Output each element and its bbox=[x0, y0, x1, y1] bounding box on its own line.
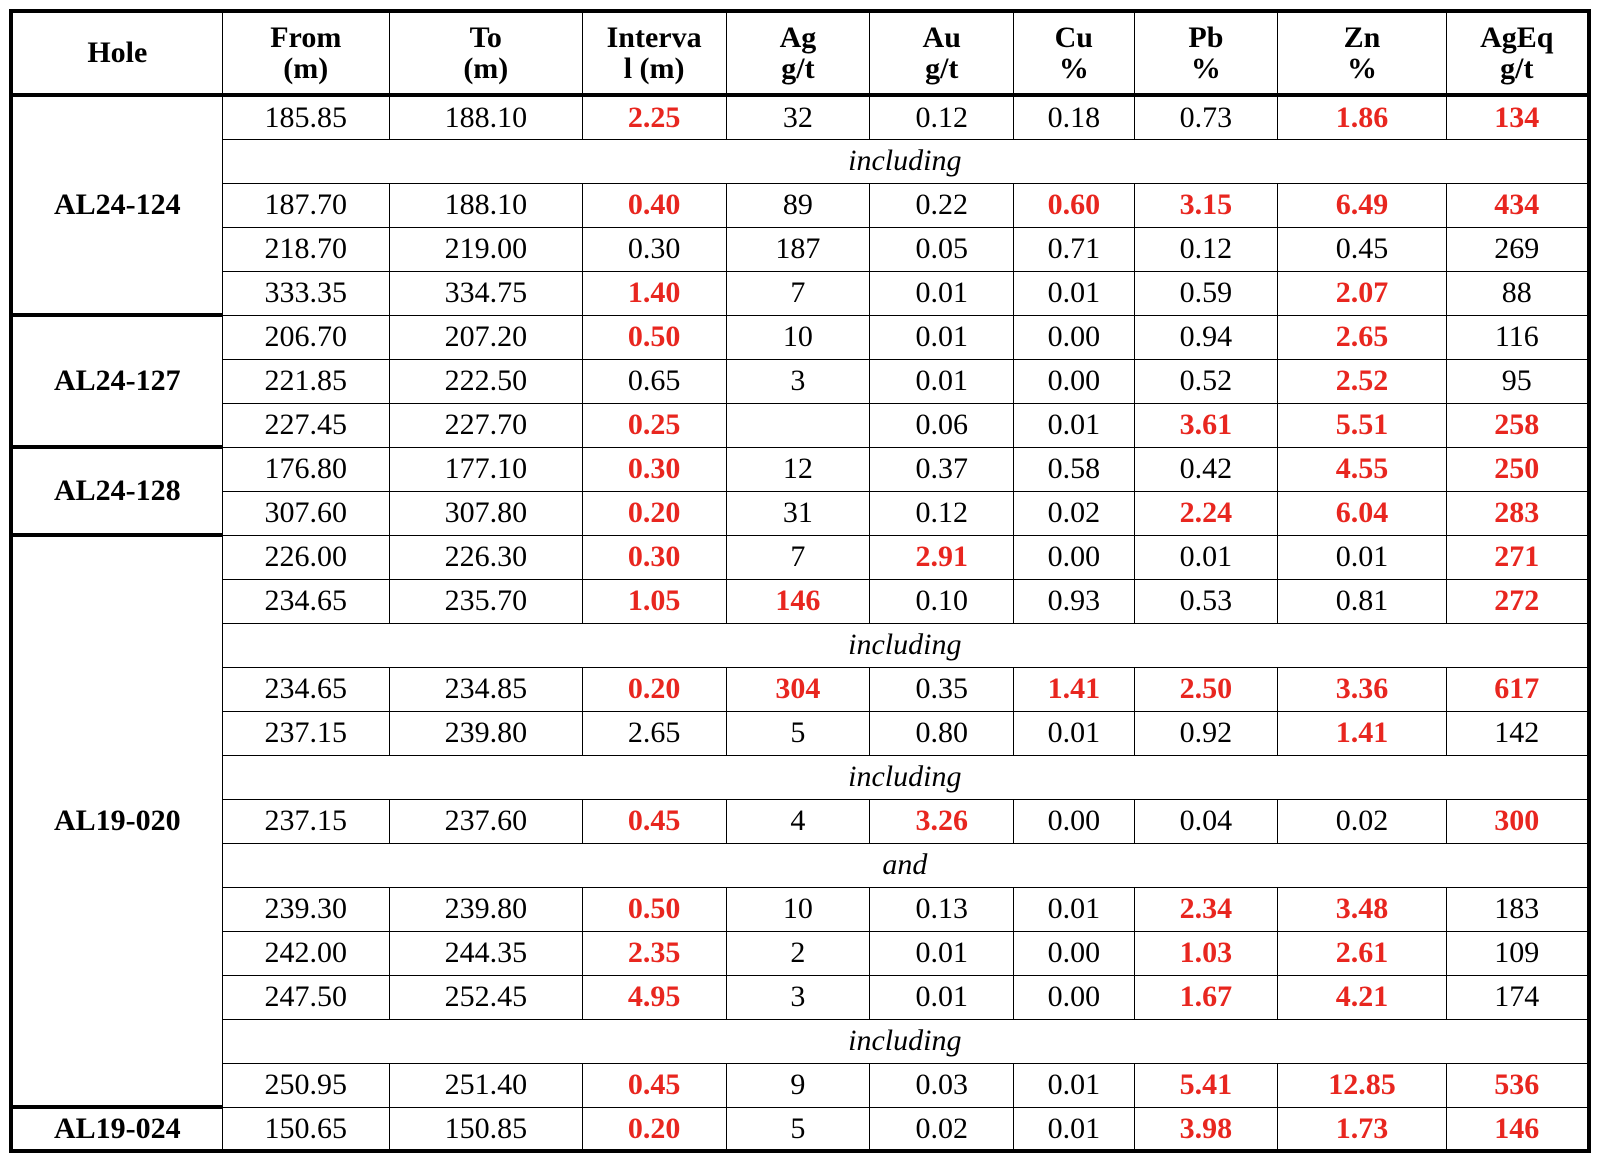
header-hole-label: Hole bbox=[87, 36, 148, 70]
au-cell: 0.10 bbox=[870, 579, 1014, 623]
table-row bbox=[11, 1107, 1589, 1151]
ag-cell bbox=[726, 403, 870, 447]
assay-results-table bbox=[9, 9, 1591, 1153]
cu-cell: 0.93 bbox=[1014, 579, 1134, 623]
cu-cell: 0.00 bbox=[1014, 799, 1134, 843]
cu-cell: 1.41 bbox=[1014, 667, 1134, 711]
from-cell: 242.00 bbox=[222, 931, 389, 975]
cu-cell: 0.01 bbox=[1014, 271, 1134, 315]
interval-cell: 0.50 bbox=[582, 887, 726, 931]
to-cell: 235.70 bbox=[389, 579, 582, 623]
zn-cell: 5.51 bbox=[1278, 403, 1446, 447]
from-cell: 206.70 bbox=[222, 315, 389, 359]
from-cell: 333.35 bbox=[222, 271, 389, 315]
cu-cell: 0.00 bbox=[1014, 315, 1134, 359]
ageq-cell: 434 bbox=[1446, 183, 1589, 227]
pb-cell: 3.15 bbox=[1134, 183, 1278, 227]
from-cell: 237.15 bbox=[222, 799, 389, 843]
interval-cell: 0.20 bbox=[582, 491, 726, 535]
cu-cell: 0.01 bbox=[1014, 1107, 1134, 1151]
zn-cell: 3.48 bbox=[1278, 887, 1446, 931]
interval-cell: 0.30 bbox=[582, 535, 726, 579]
au-cell: 0.12 bbox=[870, 491, 1014, 535]
table-row bbox=[11, 975, 1589, 1019]
ageq-cell: 88 bbox=[1446, 271, 1589, 315]
sub-interval-label: including bbox=[222, 755, 1589, 799]
pb-cell: 2.24 bbox=[1134, 491, 1278, 535]
au-cell: 0.80 bbox=[870, 711, 1014, 755]
ageq-cell: 272 bbox=[1446, 579, 1589, 623]
table-row bbox=[11, 271, 1589, 315]
zn-cell: 4.21 bbox=[1278, 975, 1446, 1019]
ag-cell: 7 bbox=[726, 271, 870, 315]
table-row bbox=[11, 1063, 1589, 1107]
ag-cell: 10 bbox=[726, 887, 870, 931]
zn-cell: 0.02 bbox=[1278, 799, 1446, 843]
ageq-cell: 146 bbox=[1446, 1107, 1589, 1151]
sub-label-row bbox=[11, 843, 1589, 887]
interval-cell: 0.50 bbox=[582, 315, 726, 359]
table-row bbox=[11, 95, 1589, 139]
header-au-line1: Au bbox=[922, 20, 961, 54]
from-cell: 226.00 bbox=[222, 535, 389, 579]
header-cu bbox=[1014, 11, 1134, 95]
pb-cell: 0.92 bbox=[1134, 711, 1278, 755]
header-ageq bbox=[1446, 11, 1589, 95]
hole-id-cell: AL24-127 bbox=[11, 315, 222, 447]
interval-cell: 0.45 bbox=[582, 799, 726, 843]
table-row bbox=[11, 667, 1589, 711]
au-cell: 2.91 bbox=[870, 535, 1014, 579]
header-ageq-line1: AgEq bbox=[1480, 20, 1554, 54]
to-cell: 239.80 bbox=[389, 887, 582, 931]
ag-cell: 7 bbox=[726, 535, 870, 579]
ag-cell: 12 bbox=[726, 447, 870, 491]
zn-cell: 2.07 bbox=[1278, 271, 1446, 315]
pb-cell: 0.01 bbox=[1134, 535, 1278, 579]
header-cu-line2: % bbox=[1058, 52, 1089, 85]
au-cell: 0.02 bbox=[870, 1107, 1014, 1151]
ageq-cell: 617 bbox=[1446, 667, 1589, 711]
to-cell: 244.35 bbox=[389, 931, 582, 975]
interval-cell: 1.40 bbox=[582, 271, 726, 315]
table-row bbox=[11, 315, 1589, 359]
au-cell: 0.01 bbox=[870, 359, 1014, 403]
zn-cell: 6.04 bbox=[1278, 491, 1446, 535]
table-row bbox=[11, 359, 1589, 403]
to-cell: 177.10 bbox=[389, 447, 582, 491]
header-au-line2: g/t bbox=[925, 52, 959, 85]
to-cell: 226.30 bbox=[389, 535, 582, 579]
zn-cell: 12.85 bbox=[1278, 1063, 1446, 1107]
au-cell: 3.26 bbox=[870, 799, 1014, 843]
ag-cell: 5 bbox=[726, 711, 870, 755]
ageq-cell: 134 bbox=[1446, 95, 1589, 139]
pb-cell: 2.50 bbox=[1134, 667, 1278, 711]
hole-id-cell: AL24-128 bbox=[11, 447, 222, 535]
pb-cell: 0.53 bbox=[1134, 579, 1278, 623]
au-cell: 0.12 bbox=[870, 95, 1014, 139]
zn-cell: 2.61 bbox=[1278, 931, 1446, 975]
pb-cell: 1.67 bbox=[1134, 975, 1278, 1019]
from-cell: 187.70 bbox=[222, 183, 389, 227]
au-cell: 0.22 bbox=[870, 183, 1014, 227]
interval-cell: 0.65 bbox=[582, 359, 726, 403]
header-ag bbox=[726, 11, 870, 95]
to-cell: 188.10 bbox=[389, 183, 582, 227]
hole-id-cell: AL19-020 bbox=[11, 535, 222, 1107]
table-row bbox=[11, 535, 1589, 579]
sub-label-row bbox=[11, 623, 1589, 667]
ag-cell: 146 bbox=[726, 579, 870, 623]
ag-cell: 89 bbox=[726, 183, 870, 227]
from-cell: 227.45 bbox=[222, 403, 389, 447]
sub-label-row bbox=[11, 139, 1589, 183]
au-cell: 0.01 bbox=[870, 315, 1014, 359]
to-cell: 188.10 bbox=[389, 95, 582, 139]
header-hole bbox=[11, 11, 222, 95]
ageq-cell: 536 bbox=[1446, 1063, 1589, 1107]
interval-cell: 0.45 bbox=[582, 1063, 726, 1107]
cu-cell: 0.01 bbox=[1014, 403, 1134, 447]
ag-cell: 304 bbox=[726, 667, 870, 711]
sub-interval-label: including bbox=[222, 1019, 1589, 1063]
from-cell: 237.15 bbox=[222, 711, 389, 755]
sub-label-row bbox=[11, 1019, 1589, 1063]
ageq-cell: 116 bbox=[1446, 315, 1589, 359]
interval-cell: 2.25 bbox=[582, 95, 726, 139]
cu-cell: 0.00 bbox=[1014, 931, 1134, 975]
table-header bbox=[11, 11, 1589, 95]
table-row bbox=[11, 711, 1589, 755]
interval-cell: 0.30 bbox=[582, 227, 726, 271]
to-cell: 307.80 bbox=[389, 491, 582, 535]
to-cell: 252.45 bbox=[389, 975, 582, 1019]
cu-cell: 0.00 bbox=[1014, 975, 1134, 1019]
header-ag-line1: Ag bbox=[779, 20, 817, 54]
au-cell: 0.37 bbox=[870, 447, 1014, 491]
ag-cell: 10 bbox=[726, 315, 870, 359]
header-zn-line1: Zn bbox=[1343, 20, 1381, 54]
zn-cell: 0.45 bbox=[1278, 227, 1446, 271]
table-row bbox=[11, 931, 1589, 975]
header-zn bbox=[1278, 11, 1446, 95]
header-from bbox=[222, 11, 389, 95]
pb-cell: 0.59 bbox=[1134, 271, 1278, 315]
au-cell: 0.13 bbox=[870, 887, 1014, 931]
table-row bbox=[11, 403, 1589, 447]
ageq-cell: 142 bbox=[1446, 711, 1589, 755]
header-interval-line2: l (m) bbox=[623, 52, 685, 85]
table-row bbox=[11, 491, 1589, 535]
sub-interval-label: including bbox=[222, 139, 1589, 183]
table-body bbox=[11, 95, 1589, 1151]
to-cell: 239.80 bbox=[389, 711, 582, 755]
ageq-cell: 269 bbox=[1446, 227, 1589, 271]
ageq-cell: 250 bbox=[1446, 447, 1589, 491]
pb-cell: 0.94 bbox=[1134, 315, 1278, 359]
au-cell: 0.03 bbox=[870, 1063, 1014, 1107]
pb-cell: 0.12 bbox=[1134, 227, 1278, 271]
interval-cell: 0.30 bbox=[582, 447, 726, 491]
ag-cell: 2 bbox=[726, 931, 870, 975]
interval-cell: 2.35 bbox=[582, 931, 726, 975]
zn-cell: 1.73 bbox=[1278, 1107, 1446, 1151]
sub-interval-label: including bbox=[222, 623, 1589, 667]
au-cell: 0.01 bbox=[870, 975, 1014, 1019]
au-cell: 0.06 bbox=[870, 403, 1014, 447]
cu-cell: 0.01 bbox=[1014, 887, 1134, 931]
ageq-cell: 95 bbox=[1446, 359, 1589, 403]
interval-cell: 0.20 bbox=[582, 667, 726, 711]
ag-cell: 3 bbox=[726, 975, 870, 1019]
ageq-cell: 174 bbox=[1446, 975, 1589, 1019]
to-cell: 219.00 bbox=[389, 227, 582, 271]
pb-cell: 0.73 bbox=[1134, 95, 1278, 139]
from-cell: 218.70 bbox=[222, 227, 389, 271]
zn-cell: 2.65 bbox=[1278, 315, 1446, 359]
zn-cell: 4.55 bbox=[1278, 447, 1446, 491]
to-cell: 150.85 bbox=[389, 1107, 582, 1151]
header-row bbox=[11, 11, 1589, 95]
zn-cell: 1.41 bbox=[1278, 711, 1446, 755]
header-pb bbox=[1134, 11, 1278, 95]
header-pb-line2: % bbox=[1190, 52, 1221, 85]
from-cell: 247.50 bbox=[222, 975, 389, 1019]
header-zn-line2: % bbox=[1346, 52, 1377, 85]
cu-cell: 0.01 bbox=[1014, 711, 1134, 755]
header-from-line2: (m) bbox=[283, 52, 329, 85]
cu-cell: 0.18 bbox=[1014, 95, 1134, 139]
ageq-cell: 183 bbox=[1446, 887, 1589, 931]
sub-interval-label: and bbox=[222, 843, 1589, 887]
to-cell: 334.75 bbox=[389, 271, 582, 315]
header-to-line2: (m) bbox=[463, 52, 509, 85]
pb-cell: 5.41 bbox=[1134, 1063, 1278, 1107]
to-cell: 207.20 bbox=[389, 315, 582, 359]
to-cell: 227.70 bbox=[389, 403, 582, 447]
interval-cell: 2.65 bbox=[582, 711, 726, 755]
ageq-cell: 109 bbox=[1446, 931, 1589, 975]
table-row bbox=[11, 799, 1589, 843]
interval-cell: 1.05 bbox=[582, 579, 726, 623]
pb-cell: 2.34 bbox=[1134, 887, 1278, 931]
cu-cell: 0.58 bbox=[1014, 447, 1134, 491]
ageq-cell: 258 bbox=[1446, 403, 1589, 447]
cu-cell: 0.00 bbox=[1014, 359, 1134, 403]
cu-cell: 0.60 bbox=[1014, 183, 1134, 227]
pb-cell: 3.98 bbox=[1134, 1107, 1278, 1151]
from-cell: 250.95 bbox=[222, 1063, 389, 1107]
zn-cell: 0.01 bbox=[1278, 535, 1446, 579]
cu-cell: 0.02 bbox=[1014, 491, 1134, 535]
from-cell: 176.80 bbox=[222, 447, 389, 491]
au-cell: 0.01 bbox=[870, 931, 1014, 975]
ageq-cell: 271 bbox=[1446, 535, 1589, 579]
ag-cell: 3 bbox=[726, 359, 870, 403]
hole-id-cell: AL24-124 bbox=[11, 95, 222, 315]
header-to bbox=[389, 11, 582, 95]
interval-cell: 0.25 bbox=[582, 403, 726, 447]
to-cell: 251.40 bbox=[389, 1063, 582, 1107]
from-cell: 185.85 bbox=[222, 95, 389, 139]
header-interval bbox=[582, 11, 726, 95]
zn-cell: 6.49 bbox=[1278, 183, 1446, 227]
header-interval-line1: Interva bbox=[606, 20, 702, 54]
au-cell: 0.35 bbox=[870, 667, 1014, 711]
au-cell: 0.01 bbox=[870, 271, 1014, 315]
ageq-cell: 283 bbox=[1446, 491, 1589, 535]
ag-cell: 4 bbox=[726, 799, 870, 843]
ag-cell: 32 bbox=[726, 95, 870, 139]
to-cell: 222.50 bbox=[389, 359, 582, 403]
cu-cell: 0.00 bbox=[1014, 535, 1134, 579]
zn-cell: 2.52 bbox=[1278, 359, 1446, 403]
header-from-line1: From bbox=[270, 20, 342, 54]
sub-label-row bbox=[11, 755, 1589, 799]
table-row bbox=[11, 579, 1589, 623]
from-cell: 234.65 bbox=[222, 667, 389, 711]
pb-cell: 1.03 bbox=[1134, 931, 1278, 975]
ag-cell: 5 bbox=[726, 1107, 870, 1151]
from-cell: 239.30 bbox=[222, 887, 389, 931]
header-pb-line1: Pb bbox=[1188, 20, 1224, 54]
ag-cell: 9 bbox=[726, 1063, 870, 1107]
cu-cell: 0.71 bbox=[1014, 227, 1134, 271]
ag-cell: 31 bbox=[726, 491, 870, 535]
table-row bbox=[11, 887, 1589, 931]
zn-cell: 0.81 bbox=[1278, 579, 1446, 623]
interval-cell: 0.20 bbox=[582, 1107, 726, 1151]
pb-cell: 0.52 bbox=[1134, 359, 1278, 403]
cu-cell: 0.01 bbox=[1014, 1063, 1134, 1107]
ageq-cell: 300 bbox=[1446, 799, 1589, 843]
header-cu-line1: Cu bbox=[1054, 20, 1093, 54]
from-cell: 307.60 bbox=[222, 491, 389, 535]
header-ageq-line2: g/t bbox=[1500, 52, 1534, 85]
to-cell: 234.85 bbox=[389, 667, 582, 711]
interval-cell: 0.40 bbox=[582, 183, 726, 227]
from-cell: 234.65 bbox=[222, 579, 389, 623]
hole-id-cell: AL19-024 bbox=[11, 1107, 222, 1151]
zn-cell: 3.36 bbox=[1278, 667, 1446, 711]
from-cell: 221.85 bbox=[222, 359, 389, 403]
table-row bbox=[11, 447, 1589, 491]
header-ag-line2: g/t bbox=[781, 52, 815, 85]
from-cell: 150.65 bbox=[222, 1107, 389, 1151]
table-row bbox=[11, 183, 1589, 227]
header-to-line1: To bbox=[469, 20, 502, 54]
pb-cell: 0.04 bbox=[1134, 799, 1278, 843]
pb-cell: 0.42 bbox=[1134, 447, 1278, 491]
ag-cell: 187 bbox=[726, 227, 870, 271]
au-cell: 0.05 bbox=[870, 227, 1014, 271]
pb-cell: 3.61 bbox=[1134, 403, 1278, 447]
header-au bbox=[870, 11, 1014, 95]
zn-cell: 1.86 bbox=[1278, 95, 1446, 139]
to-cell: 237.60 bbox=[389, 799, 582, 843]
interval-cell: 4.95 bbox=[582, 975, 726, 1019]
table-row bbox=[11, 227, 1589, 271]
